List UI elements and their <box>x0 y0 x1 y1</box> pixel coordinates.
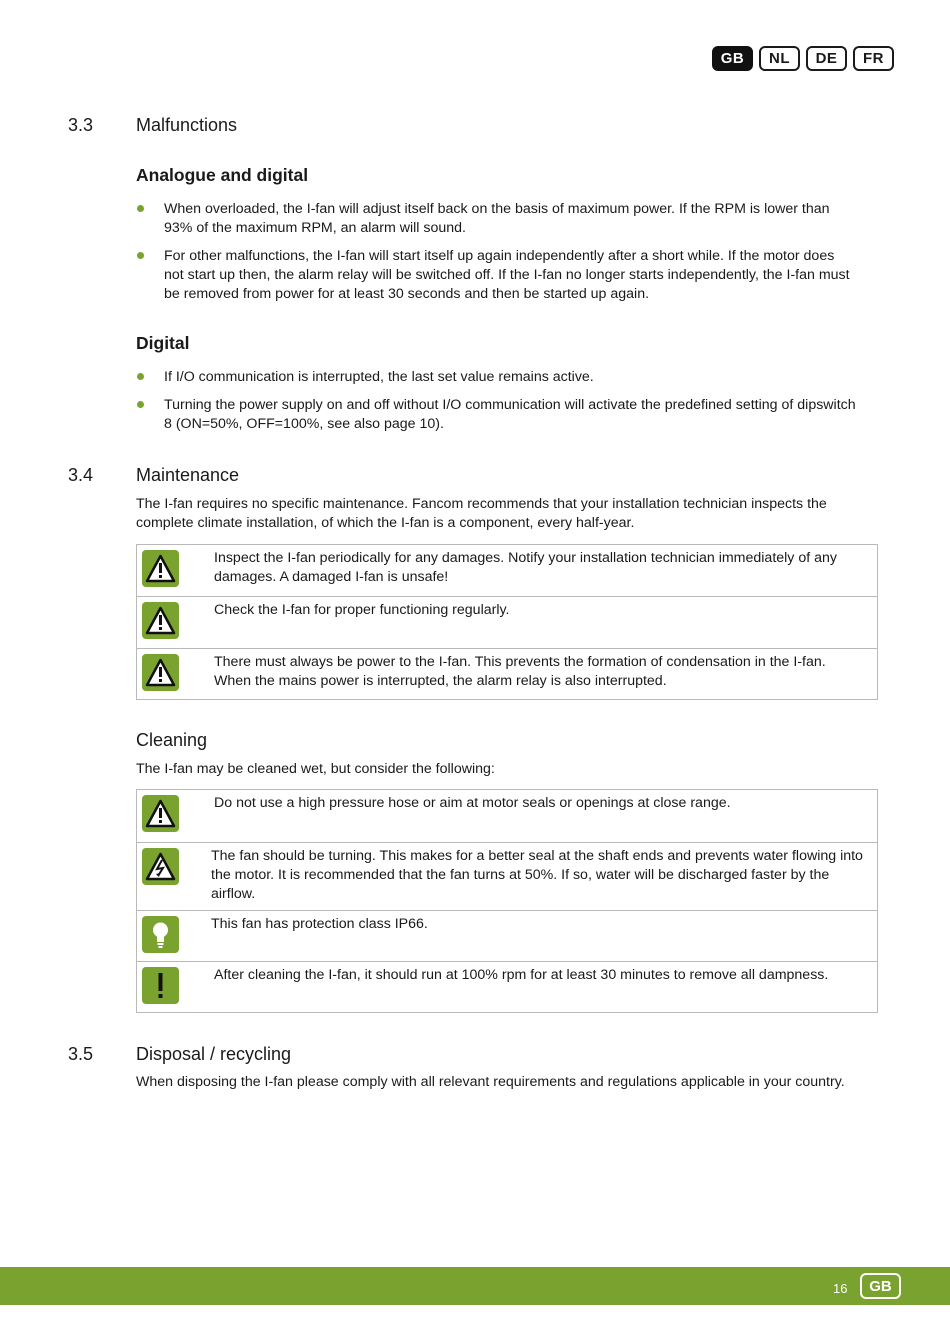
language-tabs <box>712 46 894 71</box>
note-row <box>137 910 877 961</box>
note-row <box>137 842 877 910</box>
lightbulb-icon <box>142 916 179 953</box>
list-item-text: Turning the power supply on and off without I/O communication will activate the predefined setting of dipswitch 8 (ON=50%, OFF=100%, see also page 10). <box>164 397 856 432</box>
list-item <box>136 200 856 238</box>
electrical-hazard-icon <box>142 848 179 885</box>
subheading-cleaning: Cleaning <box>136 730 208 750</box>
bullet-dot <box>137 373 144 380</box>
note-text: Do not use a high pressure hose or aim at motor seals or openings at close range. <box>214 795 731 811</box>
maintenance-notes-table <box>136 544 878 700</box>
note-row <box>137 596 877 648</box>
warning-icon <box>142 602 179 639</box>
list-item-text: For other malfunctions, the I-fan will start itself up again independently after a short while. If the motor does not start up then, the alarm relay will be switched off. If the I-fan no longer starts independently, the I-fan must be removed from power for at least 30 seconds and then be started up again. <box>164 248 850 302</box>
footer-language-tab: GB <box>860 1273 901 1299</box>
section-number-3-4: 3.4 <box>68 465 94 485</box>
subheading-digital: Digital <box>136 333 190 353</box>
bullet-dot <box>137 252 144 259</box>
list-item-text: If I/O communication is interrupted, the last set value remains active. <box>164 369 594 385</box>
note-row <box>137 545 877 596</box>
maintenance-intro: The I-fan requires no specific maintenance. Fancom recommends that your installation technician inspects the complete climate installation, of which the I-fan is a component, every half-year. <box>136 496 827 531</box>
footer-bar <box>0 1267 950 1305</box>
warning-icon <box>142 654 179 691</box>
exclamation-icon <box>142 967 179 1004</box>
warning-icon <box>142 795 179 832</box>
note-row <box>137 790 877 842</box>
note-text: After cleaning the I-fan, it should run at 100% rpm for at least 30 minutes to remove all dampness. <box>214 967 829 983</box>
page-number: 16 <box>833 1281 848 1296</box>
note-text: There must always be power to the I-fan. This prevents the formation of condensation in the I-fan. When the mains power is interrupted, the alarm relay is also interrupted. <box>214 654 826 689</box>
note-text: Check the I-fan for proper functioning regularly. <box>214 602 510 618</box>
digital-bullet-list <box>136 368 856 443</box>
list-item <box>136 247 856 304</box>
list-item <box>136 368 856 387</box>
note-text: Inspect the I-fan periodically for any damages. Notify your installation technician immediately of any damages. A damaged I-fan is unsafe! <box>214 550 837 585</box>
note-row <box>137 648 877 699</box>
cleaning-intro: The I-fan may be cleaned wet, but consider the following: <box>136 761 495 777</box>
list-item-text: When overloaded, the I-fan will adjust itself back on the basis of maximum power. If the RPM is lower than 93% of the maximum RPM, an alarm will sound. <box>164 201 830 236</box>
disposal-text: When disposing the I-fan please comply with all relevant requirements and regulations applicable in your country. <box>136 1074 845 1090</box>
section-title-malfunctions: Malfunctions <box>136 115 238 135</box>
cleaning-notes-table <box>136 789 878 1013</box>
lang-tab-nl[interactable]: NL <box>759 46 800 71</box>
lang-tab-de[interactable]: DE <box>806 46 847 71</box>
bullet-dot <box>137 401 144 408</box>
section-title-disposal: Disposal / recycling <box>136 1044 292 1064</box>
note-text: This fan has protection class IP66. <box>211 916 428 932</box>
section-number-3-3: 3.3 <box>68 115 94 135</box>
note-text: The fan should be turning. This makes for a better seal at the shaft ends and prevents water flowing into the motor. It is recommended that the fan turns at 50%. If so, water will be discharged faster by the airflow. <box>211 848 863 902</box>
list-item <box>136 396 856 434</box>
section-title-maintenance: Maintenance <box>136 465 240 485</box>
subheading-analogue-digital: Analogue and digital <box>136 165 309 185</box>
warning-icon <box>142 550 179 587</box>
lang-tab-fr[interactable]: FR <box>853 46 894 71</box>
note-row <box>137 961 877 1012</box>
bullet-dot <box>137 205 144 212</box>
section-number-3-5: 3.5 <box>68 1044 94 1064</box>
lang-tab-gb[interactable]: GB <box>712 46 753 71</box>
analogue-bullet-list <box>136 200 856 313</box>
